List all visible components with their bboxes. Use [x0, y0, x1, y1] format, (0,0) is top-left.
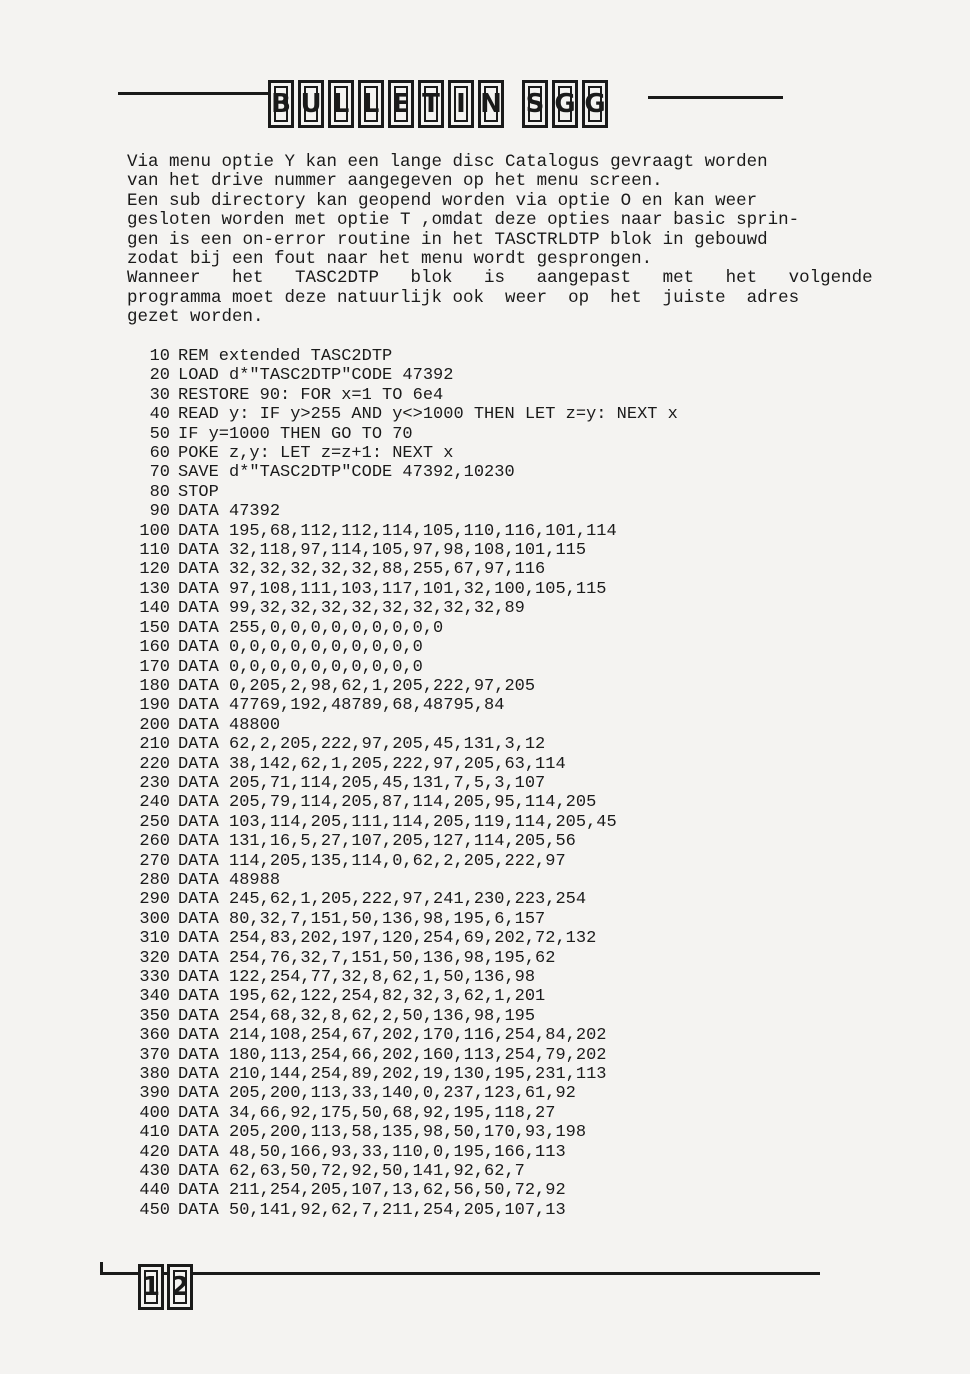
line-number: 350 — [139, 1006, 170, 1026]
intro-line: gen is een on-error routine in het TASCTRLDTP blok in gebouwd — [127, 229, 768, 250]
line-number: 330 — [139, 968, 170, 987]
listing-line — [132, 386, 678, 405]
line-number: 40 — [149, 405, 170, 425]
line-number: 180 — [139, 676, 170, 696]
header-rule-left — [118, 92, 268, 95]
listing-line — [132, 425, 678, 444]
line-code: DATA 131,16,5,27,107,205,127,114,205,56 — [178, 832, 576, 852]
line-code: DATA 103,114,205,111,114,205,119,114,205,45 — [178, 812, 617, 832]
basic-listing — [132, 347, 678, 1220]
line-code: DATA 122,254,77,32,8,62,1,50,136,98 — [178, 968, 536, 987]
line-code: READ y: IF y>255 AND y<>1000 THEN LET z=y: NEXT x — [178, 405, 678, 425]
line-number: 150 — [139, 618, 170, 638]
listing-line — [132, 968, 678, 987]
listing-line — [132, 502, 678, 521]
title-letter: B — [268, 80, 294, 128]
title-letter: L — [328, 80, 354, 128]
listing-line — [132, 677, 678, 696]
line-number: 420 — [139, 1142, 170, 1162]
line-code: DATA 211,254,205,107,13,62,56,50,72,92 — [178, 1181, 566, 1201]
title-letter: E — [388, 80, 414, 128]
line-code: DATA 99,32,32,32,32,32,32,32,32,89 — [178, 599, 525, 619]
title-letter: I — [448, 80, 474, 128]
line-code: DATA 47769,192,48789,68,48795,84 — [178, 696, 505, 716]
intro-line: van het drive nummer aangegeven op het menu screen. — [127, 171, 663, 192]
line-number: 280 — [139, 870, 170, 890]
subtitle-letter: G — [582, 80, 608, 128]
listing-line — [132, 347, 678, 366]
line-number: 400 — [139, 1103, 170, 1123]
subtitle-letter: S — [522, 80, 548, 128]
line-number: 30 — [149, 385, 170, 405]
listing-line — [132, 1046, 678, 1065]
footer-rule — [100, 1272, 820, 1275]
listing-line — [132, 910, 678, 929]
listing-line — [132, 599, 678, 618]
listing-line — [132, 852, 678, 871]
line-number: 310 — [139, 929, 170, 949]
line-code: RESTORE 90: FOR x=1 TO 6e4 — [178, 385, 444, 405]
line-number: 20 — [149, 366, 170, 386]
line-number: 430 — [139, 1162, 170, 1182]
line-code: DATA 32,118,97,114,105,97,98,108,101,115 — [178, 541, 587, 561]
line-number: 100 — [139, 521, 170, 541]
listing-line — [132, 580, 678, 599]
listing-line — [132, 735, 678, 754]
intro-line: Wanneer het TASC2DTP blok is aangepast met het volgende — [127, 268, 873, 289]
listing-line — [132, 1104, 678, 1123]
listing-line — [132, 1123, 678, 1142]
listing-line — [132, 1065, 678, 1084]
line-number: 290 — [139, 890, 170, 910]
line-number: 230 — [139, 773, 170, 793]
page-number — [138, 1264, 193, 1310]
intro-line: zodat bij een fout naar het menu wordt gesprongen. — [127, 249, 653, 270]
line-code: DATA 114,205,135,114,0,62,2,205,222,97 — [178, 851, 566, 871]
listing-line — [132, 987, 678, 1006]
listing-line — [132, 1162, 678, 1181]
line-code: REM extended TASC2DTP — [178, 347, 393, 366]
title-letter: N — [478, 80, 504, 128]
line-code: DATA 0,0,0,0,0,0,0,0,0,0 — [178, 657, 423, 677]
header-rule-right — [648, 96, 783, 99]
title-letter: U — [298, 80, 324, 128]
line-code: DATA 47392 — [178, 502, 281, 522]
listing-line — [132, 1181, 678, 1200]
line-code: DATA 205,200,113,58,135,98,50,170,93,198 — [178, 1123, 587, 1143]
page-digit: 2 — [167, 1264, 193, 1310]
listing-line — [132, 638, 678, 657]
line-number: 250 — [139, 812, 170, 832]
intro-paragraph — [127, 152, 873, 328]
line-number: 340 — [139, 987, 170, 1007]
listing-line — [132, 444, 678, 463]
line-number: 360 — [139, 1026, 170, 1046]
title-letter: T — [418, 80, 444, 128]
title-letter: L — [358, 80, 384, 128]
line-code: DATA 80,32,7,151,50,136,98,195,6,157 — [178, 909, 546, 929]
line-code: DATA 205,71,114,205,45,131,7,5,3,107 — [178, 773, 546, 793]
line-number: 110 — [139, 541, 170, 561]
line-number: 140 — [139, 599, 170, 619]
line-code: LOAD d*"TASC2DTP"CODE 47392 — [178, 366, 454, 386]
line-code: DATA 62,2,205,222,97,205,45,131,3,12 — [178, 735, 546, 755]
listing-line — [132, 949, 678, 968]
bulletin-title — [268, 80, 608, 128]
line-code: IF y=1000 THEN GO TO 70 — [178, 424, 413, 444]
line-number: 320 — [139, 948, 170, 968]
listing-line — [132, 1143, 678, 1162]
line-code: DATA 48,50,166,93,33,110,0,195,166,113 — [178, 1142, 566, 1162]
line-number: 60 — [149, 444, 170, 464]
line-code: DATA 62,63,50,72,92,50,141,92,62,7 — [178, 1162, 525, 1182]
line-number: 450 — [139, 1200, 170, 1220]
listing-line — [132, 716, 678, 735]
listing-line — [132, 463, 678, 482]
listing-line — [132, 366, 678, 385]
line-code: DATA 210,144,254,89,202,19,130,195,231,113 — [178, 1065, 607, 1085]
listing-line — [132, 1084, 678, 1103]
line-code: DATA 38,142,62,1,205,222,97,205,63,114 — [178, 754, 566, 774]
line-number: 270 — [139, 851, 170, 871]
listing-line — [132, 522, 678, 541]
intro-line: Een sub directory kan geopend worden via optie O en kan weer — [127, 190, 758, 211]
line-number: 220 — [139, 754, 170, 774]
line-code: DATA 205,200,113,33,140,0,237,123,61,92 — [178, 1084, 576, 1104]
line-code: DATA 254,68,32,8,62,2,50,136,98,195 — [178, 1006, 536, 1026]
line-number: 90 — [149, 502, 170, 522]
listing-line — [132, 890, 678, 909]
listing-line — [132, 405, 678, 424]
line-code: DATA 254,76,32,7,151,50,136,98,195,62 — [178, 948, 556, 968]
line-number: 440 — [139, 1181, 170, 1201]
line-code: DATA 195,62,122,254,82,32,3,62,1,201 — [178, 987, 546, 1007]
line-number: 50 — [149, 424, 170, 444]
line-code: STOP — [178, 482, 219, 502]
line-number: 380 — [139, 1065, 170, 1085]
line-code: DATA 32,32,32,32,32,88,255,67,97,116 — [178, 560, 546, 580]
intro-line: gesloten worden met optie T ,omdat deze opties naar basic sprin- — [127, 210, 800, 231]
line-number: 370 — [139, 1045, 170, 1065]
line-code: DATA 0,205,2,98,62,1,205,222,97,205 — [178, 676, 536, 696]
line-code: DATA 214,108,254,67,202,170,116,254,84,202 — [178, 1026, 607, 1046]
line-code: DATA 97,108,111,103,117,101,32,100,105,115 — [178, 579, 607, 599]
intro-line: programma moet deze natuurlijk ook weer op het juiste adres — [127, 287, 800, 308]
line-code: DATA 255,0,0,0,0,0,0,0,0,0 — [178, 618, 444, 638]
line-code: DATA 254,83,202,197,120,254,69,202,72,132 — [178, 929, 597, 949]
listing-line — [132, 1007, 678, 1026]
listing-line — [132, 541, 678, 560]
listing-line — [132, 1201, 678, 1220]
line-number: 70 — [149, 463, 170, 483]
line-code: DATA 0,0,0,0,0,0,0,0,0,0 — [178, 638, 423, 658]
listing-line — [132, 813, 678, 832]
listing-line — [132, 793, 678, 812]
intro-line: Via menu optie Y kan een lange disc Catalogus gevraagt worden — [127, 152, 768, 172]
line-number: 120 — [139, 560, 170, 580]
listing-line — [132, 774, 678, 793]
line-number: 240 — [139, 793, 170, 813]
intro-line: gezet worden. — [127, 307, 264, 328]
line-number: 190 — [139, 696, 170, 716]
line-number: 170 — [139, 657, 170, 677]
listing-line — [132, 560, 678, 579]
line-code: DATA 50,141,92,62,7,211,254,205,107,13 — [178, 1200, 566, 1220]
line-number: 200 — [139, 715, 170, 735]
line-number: 130 — [139, 579, 170, 599]
line-number: 260 — [139, 832, 170, 852]
line-code: DATA 180,113,254,66,202,160,113,254,79,202 — [178, 1045, 607, 1065]
line-number: 300 — [139, 909, 170, 929]
line-code: DATA 205,79,114,205,87,114,205,95,114,205 — [178, 793, 597, 813]
line-code: DATA 48988 — [178, 870, 281, 890]
listing-line — [132, 619, 678, 638]
line-code: DATA 34,66,92,175,50,68,92,195,118,27 — [178, 1103, 556, 1123]
line-number: 390 — [139, 1084, 170, 1104]
line-number: 10 — [149, 347, 170, 366]
line-code: DATA 245,62,1,205,222,97,241,230,223,254 — [178, 890, 587, 910]
listing-line — [132, 871, 678, 890]
line-number: 410 — [139, 1123, 170, 1143]
listing-line — [132, 696, 678, 715]
listing-line — [132, 658, 678, 677]
page-digit: 1 — [138, 1264, 164, 1310]
listing-line — [132, 1026, 678, 1045]
listing-line — [132, 929, 678, 948]
line-code: DATA 48800 — [178, 715, 281, 735]
line-code: POKE z,y: LET z=z+1: NEXT x — [178, 444, 454, 464]
listing-line — [132, 483, 678, 502]
listing-line — [132, 832, 678, 851]
line-number: 210 — [139, 735, 170, 755]
line-code: SAVE d*"TASC2DTP"CODE 47392,10230 — [178, 463, 515, 483]
listing-line — [132, 755, 678, 774]
subtitle-letter: G — [552, 80, 578, 128]
line-code: DATA 195,68,112,112,114,105,110,116,101,114 — [178, 521, 617, 541]
line-number: 160 — [139, 638, 170, 658]
line-number: 80 — [149, 482, 170, 502]
